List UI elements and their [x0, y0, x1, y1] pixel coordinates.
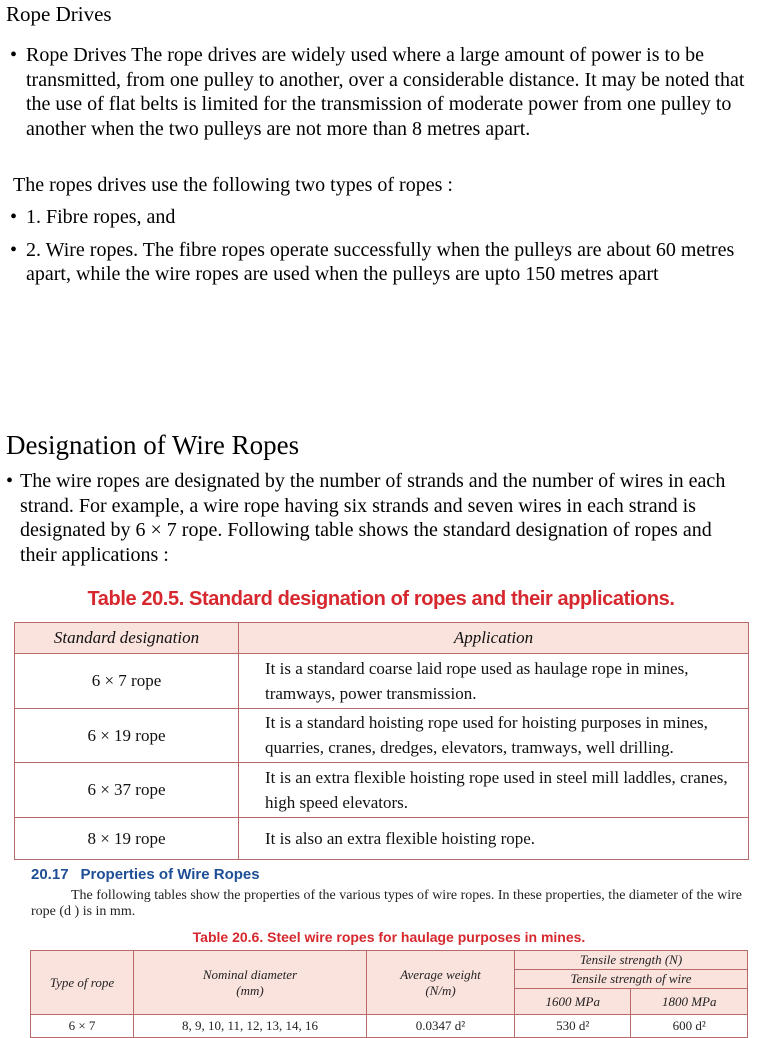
section-20-17-heading [31, 866, 260, 883]
table-header-row [15, 623, 749, 654]
designation-cell: 6 × 7 rope [15, 654, 239, 709]
table-header-row [31, 951, 748, 970]
bullet-item [8, 238, 756, 287]
table-cell: 530 d² [515, 1015, 631, 1038]
properties-paragraph [31, 888, 749, 920]
table-row [15, 763, 749, 818]
bullet-item [8, 205, 756, 230]
bullet-text: 2. Wire ropes. The fibre ropes operate successfully when the pulleys are about 60 metres apart, while the wire ropes are used when the pulleys are upto 150 metres apart [26, 238, 735, 285]
bullet-item [8, 43, 756, 141]
application-cell: It is a standard coarse laid rope used as haulage rope in mines, tramways, power transmission. [239, 654, 749, 709]
column-header-application: Application [239, 623, 749, 654]
table-row [15, 818, 749, 860]
table-cell: 8, 9, 10, 11, 12, 13, 14, 16 [134, 1015, 367, 1038]
designation-cell: 8 × 19 rope [15, 818, 239, 860]
table-row [15, 654, 749, 709]
column-header-designation: Standard designation [15, 623, 239, 654]
bullet-dot: • [6, 470, 14, 492]
bullet-text: Rope Drives The rope drives are widely used where a large amount of power is to be transmitted, from one pulley to another, over a considerable distance. It may be noted that the use of flat belts is limited for the transmission of moderate power from one pulley to another when the two pulleys are not more than 8 metres apart. [26, 44, 745, 140]
bullet-dot: • [10, 206, 18, 228]
table-cell: 6 × 7 [31, 1015, 134, 1038]
designation-cell: 6 × 37 rope [15, 763, 239, 818]
column-header-1800: 1800 MPa [631, 989, 748, 1015]
bullet-dot: • [10, 44, 18, 66]
table-row [31, 1015, 748, 1038]
section-number: 20.17 [31, 866, 69, 883]
column-header-1600: 1600 MPa [515, 989, 631, 1015]
bullet-item [4, 469, 744, 567]
paragraph-text: The following tables show the properties of the various types of wire ropes. In these properties, the diameter of the wire rope (d ) is in mm. [31, 888, 743, 919]
rope-designation-table [14, 622, 749, 860]
table-row [15, 709, 749, 763]
column-header-weight: Average weight (N/m) [367, 951, 515, 1015]
column-header-diameter: Nominal diameter (mm) [134, 951, 367, 1015]
bullet-text: 1. Fibre ropes, and [26, 206, 176, 228]
table-20-6-caption: Table 20.6. Steel wire ropes for haulage purposes in mines. [192, 929, 586, 945]
rope-drives-bullets [8, 43, 756, 149]
bullet-dot: • [10, 238, 18, 261]
haulage-rope-table [30, 950, 748, 1038]
rope-types-intro: The ropes drives use the following two types of ropes : [13, 174, 453, 196]
section-designation-title: Designation of Wire Ropes [6, 430, 300, 460]
designation-cell: 6 × 19 rope [15, 709, 239, 763]
column-header-type: Type of rope [31, 951, 134, 1015]
bullet-text: The wire ropes are designated by the number of strands and the number of wires in each strand. For example, a wire rope having six strands and seven wires in each strand is designated by 6 × 7 rope. Following table shows the standard designation of ropes and their applications : [20, 470, 726, 566]
table-20-5-caption: Table 20.5. Standard designation of ropes and their applications. [87, 588, 675, 610]
column-header-tensile-group: Tensile strength (N) [515, 951, 748, 970]
section-rope-drives-title: Rope Drives [6, 2, 112, 26]
application-cell: It is a standard hoisting rope used for hoisting purposes in mines, quarries, cranes, dredges, elevators, tramways, well drilling. [239, 709, 749, 763]
table-cell: 600 d² [631, 1015, 748, 1038]
section-title: Properties of Wire Ropes [80, 866, 260, 883]
rope-types-list [8, 205, 756, 295]
application-cell: It is an extra flexible hoisting rope used in steel mill laddles, cranes, high speed elevators. [239, 763, 749, 818]
designation-bullets [4, 469, 744, 575]
column-header-tensile-sub: Tensile strength of wire [515, 970, 748, 989]
table-cell: 0.0347 d² [367, 1015, 515, 1038]
application-cell: It is also an extra flexible hoisting rope. [239, 818, 749, 860]
